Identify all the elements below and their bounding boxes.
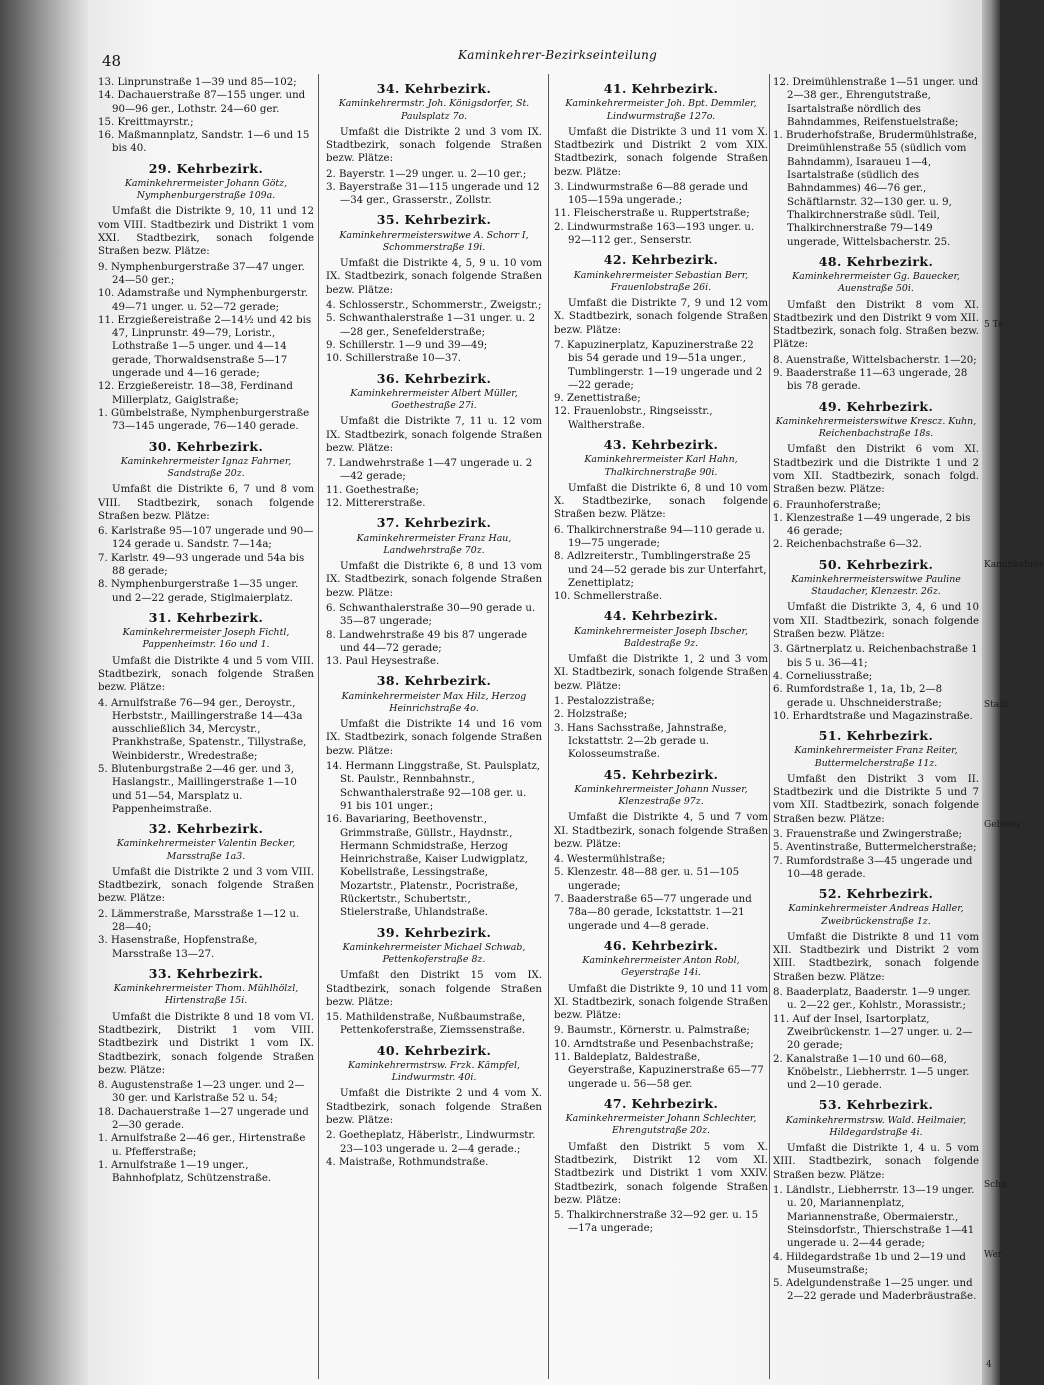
column-2 (326, 76, 542, 1175)
list-item: 10. Erhardtstraße und Magazinstraße. (773, 710, 973, 722)
district-heading: 36. Kehrbezirk. (376, 370, 492, 386)
list-item: 13. Paul Heysestraße. (326, 656, 440, 668)
district-master: Kaminkehrermeister Gg. Bauecker, Auenstraße 50i. (792, 271, 960, 295)
district-50 (773, 558, 979, 723)
list-item: 3. Lindwurmstraße 6—88 gerade und 105—159a ungerade.; (554, 181, 749, 207)
district-39 (326, 926, 542, 1038)
column-rule (318, 74, 319, 1379)
list-item: 16. Bavariaring, Beethovenstr., Grimmstraße, Güllstr., Haydnstr., Hermann Schmidstraße, Herzog Heinrichstraße, Kaiser Ludwigplatz, Kobellstraße, Lessingstraße, Mozartstr., Platenstr., Pocristraße, Rückertstr., Schubertstr., Stielerstraße, Uhlandstraße. (326, 814, 528, 919)
district-heading: 50. Kehrbezirk. (818, 556, 934, 572)
district-description: Umfaßt den Distrikt 8 vom XI. Stadtbezirk und den Distrikt 9 vom XII. Stadtbezirk, sonach folg. Straßen bezw. Plätze: (773, 299, 979, 351)
district-heading: 31. Kehrbezirk. (148, 609, 264, 625)
district-heading: 45. Kehrbezirk. (603, 766, 719, 782)
district-description: Umfaßt die Distrikte 9, 10 und 11 vom XI. Stadtbezirk, sonach folgende Straßen bezw. Plätze: (554, 983, 768, 1022)
list-item: 10. Arndtstraße und Pesenbachstraße; (554, 1038, 754, 1050)
column-rule (548, 74, 549, 1379)
list-item: 11. Goethestraße; (326, 484, 419, 496)
list-item: 5. Thalkirchnerstraße 32—92 ger. u. 15—17a ungerade; (554, 1210, 759, 1235)
list-item: 2. Goetheplatz, Häberlstr., Lindwurmstr. 23—103 ungerade u. 2—4 gerade.; (326, 1130, 536, 1155)
list-item: 4. Corneliusstraße; (773, 670, 873, 682)
column-1 (98, 76, 314, 1192)
district-master: Kaminkehrermeister Michael Schwab, Pettenkoferstraße 8z. (342, 941, 526, 966)
district-description: Umfaßt die Distrikte 9, 10, 11 und 12 vom VIII. Stadtbezirk und Distrikt 1 vom XXI. Stadtbezirk, sonach folgende Straßen bezw. Plätze: (98, 206, 314, 258)
list-item: 4. Arnulfstraße 76—94 ger., Deroystr., Herbststr., Maillingerstraße 14—43a ausschließlich 34, Mercystr., Prankhstraße, Spatenstr., Tillystraße, Weinbiderstr., Wredestraße; (98, 697, 307, 762)
list-item: 9. Zenettistraße; (554, 393, 641, 405)
column-rule (769, 74, 770, 1379)
district-53 (773, 1098, 979, 1303)
district-master: Kaminkehrermeister Karl Hahn, Thalkirchnerstraße 90i. (584, 454, 738, 478)
list-item: 7. Landwehrstraße 1—47 ungerade u. 2—42 gerade; (326, 458, 533, 483)
book-spine-shadow (0, 0, 88, 1385)
list-item: 8. Baaderplatz, Baaderstr. 1—9 unger. u. 2—22 ger., Kohlstr., Morassistr.; (773, 987, 971, 1012)
list-item: 3. Bayerstraße 31—115 ungerade und 12—34 ger., Grasserstr., Zollstr. (326, 181, 540, 207)
list-item: 6. Rumfordstraße 1, 1a, 1b, 2—8 gerade u. Uhschneiderstraße; (773, 684, 943, 709)
district-heading: 37. Kehrbezirk. (376, 515, 492, 531)
district-master: Kaminkehrermstrsw. Wald. Heilmaier, Hildegardstraße 4i. (785, 1114, 967, 1138)
district-description: Umfaßt die Distrikte 4, 5, 9 u. 10 vom IX. Stadtbezirk, sonach folgende Straßen bezw. Plätze: (326, 258, 542, 296)
district-heading: 30. Kehrbezirk. (148, 438, 264, 454)
list-item: 12. Erzgießereistr. 18—38, Ferdinand Millerplatz, Gaiglstraße; (98, 381, 293, 406)
edge-text-fragment: Kaminkehrer (984, 560, 1044, 570)
district-45 (554, 768, 768, 933)
district-41 (554, 82, 768, 247)
district-35 (326, 213, 542, 365)
district-description: Umfaßt die Distrikte 6, 7 und 8 vom VIII. Stadtbezirk, sonach folgende Straßen bezw. Plätze: (98, 484, 314, 522)
district-master: Kaminkehrermeister Anton Robl, Geyerstraße 14i. (582, 955, 740, 979)
list-item: 7. Baaderstraße 65—77 ungerade und 78a—80 gerade, Ickstattstr. 1—21 ungerade und 4—8 gerade. (554, 893, 752, 932)
district-description: Umfaßt die Distrikte 7, 9 und 12 vom X. Stadtbezirk, sonach folgende Straßen bezw. Plätze: (554, 298, 768, 336)
list-item: 4. Schlosserstr., Schommerstr., Zweigstr.; (326, 300, 542, 312)
district-description: Umfaßt die Distrikte 14 und 16 vom IX. Stadtbezirk, sonach folgende Straßen bezw. Plätze: (326, 719, 542, 757)
district-heading: 42. Kehrbezirk. (603, 252, 719, 268)
list-item: 1. Ländlstr., Liebherrstr. 13—19 unger. u. 20, Mariannenplatz, Mariannenstraße, Obermaierstr., Steinsdorfstr., Thierschstraße 1—41 ungerade u. 2—44 gerade; (773, 1185, 975, 1250)
district-master: Kaminkehrermeister Johann Nusser, Klenzestraße 97z. (574, 783, 748, 807)
district-heading: 47. Kehrbezirk. (603, 1095, 719, 1111)
district-heading: 53. Kehrbezirk. (818, 1097, 934, 1113)
district-master: Kaminkehrermeister Franz Reiter, Buttermelcherstraße 11z. (794, 745, 958, 769)
district-master: Kaminkehrermeister Johann Götz, Nymphenburgerstraße 109a. (124, 178, 288, 202)
list-item: 2. Lindwurmstraße 163—193 unger. u. 92—112 ger., Senserstr. (554, 221, 755, 247)
district-34 (326, 82, 542, 207)
district-heading: 51. Kehrbezirk. (818, 728, 934, 744)
list-item: 1. Arnulfstraße 2—46 ger., Hirtenstraße u. Pfefferstraße; (98, 1133, 306, 1158)
district-36 (326, 372, 542, 511)
district-43 (554, 438, 768, 603)
district-master: Kaminkehrermeister Andreas Haller, Zweibrückenstraße 1z. (788, 903, 964, 927)
district-31 (98, 611, 314, 816)
list-item: 6. Karlstraße 95—107 ungerade und 90—124 gerade u. Sandstr. 7—14a; (98, 526, 314, 551)
list-item: 4. Maistraße, Rothmundstraße. (326, 1156, 489, 1168)
district-heading: 34. Kehrbezirk. (376, 81, 492, 96)
list-item: 15. Kreittmayrstr.; (98, 116, 194, 128)
edge-text-fragment: 5 Te (984, 320, 1004, 330)
district-description: Umfaßt die Distrikte 4, 5 und 7 vom XI. Stadtbezirk, sonach folgende Straßen bezw. Plätze: (554, 812, 768, 850)
list-item: 5. Blutenburgstraße 2—46 ger. und 3, Haslangstr., Maillingerstraße 1—10 und 51—54, Marsplatz u. Pappenheimstraße. (98, 763, 297, 815)
list-item: 9. Nymphenburgerstraße 37—47 unger. 24—50 ger.; (98, 261, 305, 286)
district-33 (98, 967, 314, 1186)
district-51 (773, 729, 979, 881)
district-master: Kaminkehrermstrsw. Frzk. Kämpfel, Lindwurmstr. 40i. (348, 1060, 520, 1084)
list-item: 2. Reichenbachstraße 6—32. (773, 539, 922, 551)
district-heading: 33. Kehrbezirk. (148, 965, 264, 981)
district-40 (326, 1044, 542, 1169)
continuation-list (773, 76, 979, 249)
edge-text-fragment: 4 (986, 1360, 992, 1370)
list-item: 14. Dachauerstraße 87—155 unger. und 90—96 ger., Lothstr. 24—60 ger. (98, 90, 306, 115)
list-item: 12. Mittererstraße. (326, 498, 426, 510)
list-item: 5. Aventinstraße, Buttermelcherstraße; (773, 842, 977, 854)
district-heading: 35. Kehrbezirk. (376, 212, 492, 228)
list-item: 10. Schillerstraße 10—37. (326, 353, 462, 365)
list-item: 9. Schillerstr. 1—9 und 39—49; (326, 339, 488, 351)
list-item: 15. Mathildenstraße, Nußbaumstraße, Pettenkoferstraße, Ziemssenstraße. (326, 1012, 526, 1037)
list-item: 11. Baldeplatz, Baldestraße, Geyerstraße, Kapuzinerstraße 65—77 ungerade u. 56—58 ger. (554, 1052, 764, 1090)
district-master: Kaminkehrermeisterswitwe Pauline Staudacher, Klenzestr. 26z. (791, 574, 961, 598)
district-52 (773, 887, 979, 1092)
list-item: 1. Bruderhofstraße, Brudermühlstraße, Dreimühlenstraße 55 (südlich vom Bahndamm), Isaraueu 1—4, Isartalstraße (südlich des Bahndammes) 46—76 ger., Schäftlarnstr. 32—130 ger. u. 9, Thalkirchnerstraße südl. Teil, Thalkirchnerstraße 79—149 ungerade, Wittelsbacherstr. 25. (773, 130, 978, 248)
next-page-edge (982, 0, 1044, 1385)
district-master: Kaminkehrermeisterswitwe A. Schorr I, Schommerstraße 19i. (339, 229, 529, 253)
list-item: 14. Hermann Linggstraße, St. Paulsplatz, St. Paulstr., Rennbahnstr., Schwanthalerstraße 92—108 ger. u. 91 bis 101 unger.; (326, 761, 541, 812)
district-master: Kaminkehrermeister Franz Hau, Landwehrstraße 70z. (356, 532, 512, 556)
list-item: 4. Westermühlstraße; (554, 854, 666, 866)
list-item: 6. Fraunhoferstraße; (773, 499, 881, 511)
district-description: Umfaßt die Distrikte 6, 8 und 13 vom IX. Stadtbezirk, sonach folgende Straßen bezw. Plätze: (326, 561, 542, 599)
continuation-list (98, 76, 314, 156)
list-item: 7. Rumfordstraße 3—45 ungerade und 10—48 gerade. (773, 855, 973, 880)
list-item: 12. Dreimühlenstraße 1—51 unger. und 2—38 ger., Ehrengutstraße, Isartalstraße nördlich des Bahndammes, Reifenstuelstraße; (773, 77, 979, 128)
district-heading: 44. Kehrbezirk. (603, 608, 719, 624)
district-master: Kaminkehrermeister Joseph Ibscher, Baldestraße 9z. (574, 625, 748, 649)
list-item: 3. Hans Sachsstraße, Jahnstraße, Ickstattstr. 2—2b gerade u. Kolosseumstraße. (554, 722, 727, 761)
list-item: 1. Pestalozzistraße; (554, 696, 655, 708)
district-heading: 43. Kehrbezirk. (603, 437, 719, 453)
list-item: 8. Adlzreiterstr., Tumblingerstraße 25 und 24—52 gerade bis zur Unterfahrt, Zenettiplatz; (554, 551, 767, 589)
list-item: 11. Erzgießereistraße 2—14½ und 42 bis 47, Linprunstr. 49—79, Loristr., Lothstraße 1—5 unger. und 4—14 gerade, Thorwaldsenstraße 5—17 ungerade und 4—16 gerade; (98, 314, 312, 380)
district-master: Kaminkehrermeister Valentin Becker, Marsstraße 1a3. (116, 838, 296, 862)
district-heading: 52. Kehrbezirk. (818, 886, 934, 902)
district-description: Umfaßt die Distrikte 7, 11 u. 12 vom IX. Stadtbezirk, sonach folgende Straßen bezw. Plätze: (326, 416, 542, 454)
district-44 (554, 609, 768, 761)
list-item: 6. Schwanthalerstraße 30—90 gerade u. 35—87 ungerade; (326, 602, 536, 628)
edge-text-fragment: Stadt (984, 700, 1009, 710)
list-item: 12. Frauenlobstr., Ringseisstr., Waltherstraße. (554, 406, 713, 431)
list-item: 2. Kanalstraße 1—10 und 60—68, Knöbelstr., Liebherrstr. 1—5 unger. und 2—10 gerade. (773, 1053, 970, 1092)
district-description: Umfaßt die Distrikte 1, 4 u. 5 vom XIII. Stadtbezirk, sonach folgende Straßen bezw. Plätze: (773, 1143, 979, 1181)
district-heading: 32. Kehrbezirk. (148, 821, 264, 837)
district-master: Kaminkehrermeister Ignaz Fahrner, Sandstraße 20z. (120, 455, 292, 480)
district-heading: 39. Kehrbezirk. (376, 924, 492, 940)
district-heading: 49. Kehrbezirk. (818, 398, 934, 414)
list-item: 3. Gärtnerplatz u. Reichenbachstraße 1 bis 5 u. 36—41; (773, 644, 978, 669)
list-item: 11. Fleischerstraße u. Ruppertstraße; (554, 208, 750, 220)
list-item: 1. Klenzestraße 1—49 ungerade, 2 bis 46 gerade; (773, 512, 971, 538)
edge-text-fragment: Schu (984, 1180, 1007, 1190)
district-heading: 41. Kehrbezirk. (603, 81, 719, 96)
book-page (88, 0, 982, 1385)
district-description: Umfaßt die Distrikte 8 und 18 vom VI. Stadtbezirk, Distrikt 1 vom VIII. Stadtbezirk und Distrikt 1 vom IX. Stadtbezirk, sonach folgende Straßen bezw. Plätze: (98, 1011, 314, 1076)
edge-text-fragment: Gebietu (984, 820, 1020, 830)
district-48 (773, 255, 979, 394)
list-item: 18. Dachauerstraße 1—27 ungerade und 2—30 gerade. (98, 1106, 309, 1132)
column-3 (554, 76, 768, 1242)
list-item: 6. Thalkirchnerstraße 94—110 gerade u. 19—75 ungerade; (554, 524, 765, 549)
district-47 (554, 1097, 768, 1236)
district-description: Umfaßt den Distrikt 5 vom X. Stadtbezirk, Distrikt 12 vom XI. Stadtbezirk und Distrikt 1 vom XXIV. Stadtbezirk, sonach folgende Straßen bezw. Plätze: (554, 1141, 768, 1206)
district-32 (98, 822, 314, 961)
district-master: Kaminkehrermeisterswitwe Krescz. Kuhn, Reichenbachstraße 18s. (775, 415, 977, 440)
column-4 (773, 76, 979, 1310)
list-item: 1. Gümbelstraße, Nymphenburgerstraße 73—145 ungerade, 76—140 gerade. (98, 407, 310, 433)
district-description: Umfaßt die Distrikte 6, 8 und 10 vom X. Stadtbezirke, sonach folgende Straßen bezw. Plätze: (554, 482, 768, 521)
district-description: Umfaßt den Distrikt 6 vom XI. Stadtbezirk und die Distrikte 1 und 2 vom XII. Stadtbezirk, sonach folgd. Straßen bezw. Plätze: (773, 444, 979, 496)
district-heading: 40. Kehrbezirk. (376, 1042, 492, 1058)
district-49 (773, 400, 979, 552)
district-description: Umfaßt die Distrikte 2 und 3 vom VIII. Stadtbezirk, sonach folgende Straßen bezw. Plätze: (98, 866, 314, 905)
list-item: 10. Adamstraße und Nymphenburgerstr. 49—71 unger. u. 52—72 gerade; (98, 288, 308, 313)
district-description: Umfaßt die Distrikte 2 und 4 vom X. Stadtbezirk, sonach folgende Straßen bezw. Plätze: (326, 1088, 542, 1127)
list-item: 5. Adelgundenstraße 1—25 unger. und 2—22 gerade und Maderbräustraße. (773, 1278, 977, 1303)
district-heading: 46. Kehrbezirk. (603, 937, 719, 953)
district-46 (554, 939, 768, 1091)
district-master: Kaminkehrermeister Max Hilz, Herzog Heinrichstraße 4o. (341, 690, 527, 714)
running-head: Kaminkehrer-Bezirkseinteilung (458, 48, 658, 62)
list-item: 3. Hasenstraße, Hopfenstraße, Marsstraße 13—27. (98, 935, 258, 960)
list-item: 9. Baumstr., Körnerstr. u. Palmstraße; (554, 1025, 750, 1037)
list-item: 8. Augustenstraße 1—23 unger. und 2—30 ger. und Karlstraße 52 u. 54; (98, 1080, 305, 1105)
district-37 (326, 516, 542, 668)
district-heading: 48. Kehrbezirk. (818, 253, 934, 269)
list-item: 4. Hildegardstraße 1b und 2—19 und Museumstraße; (773, 1251, 966, 1276)
district-master: Kaminkehrermeister Albert Müller, Goethestraße 27i. (350, 387, 518, 412)
district-29 (98, 162, 314, 434)
district-master: Kaminkehrermeister Thom. Mühlhölzl, Hirtenstraße 15i. (113, 983, 299, 1007)
district-description: Umfaßt den Distrikt 3 vom II. Stadtbezirk und die Distrikte 5 und 7 vom XII. Stadtbezirk, sonach folgende Straßen bezw. Plätze: (773, 773, 979, 825)
district-master: Kaminkehrermeister Joseph Fichtl, Pappenheimstr. 16o und 1. (122, 627, 290, 651)
list-item: 2. Lämmerstraße, Marsstraße 1—12 u. 28—40; (98, 908, 300, 934)
list-item: 16. Maßmannplatz, Sandstr. 1—6 und 15 bis 40. (98, 130, 310, 155)
list-item: 8. Auenstraße, Wittelsbacherstr. 1—20; (773, 354, 977, 366)
district-description: Umfaßt die Distrikte 3 und 11 vom X. Stadtbezirk und Distrikt 2 vom XIX. Stadtbezirk, sonach folgende Straßen bezw. Plätze: (554, 126, 768, 178)
list-item: 2. Holzstraße; (554, 709, 628, 721)
district-description: Umfaßt den Distrikt 15 vom IX. Stadtbezirk, sonach folgende Straßen bezw. Plätze: (326, 970, 542, 1008)
list-item: 8. Landwehrstraße 49 bis 87 ungerade und 44—72 gerade; (326, 629, 528, 654)
district-description: Umfaßt die Distrikte 2 und 3 vom IX. Stadtbezirk, sonach folgende Straßen bezw. Plätze: (326, 126, 542, 165)
list-item: 7. Karlstr. 49—93 ungerade und 54a bis 88 gerade; (98, 552, 305, 578)
district-38 (326, 674, 542, 919)
district-description: Umfaßt die Distrikte 4 und 5 vom VIII. Stadtbezirk, sonach folgende Straßen bezw. Plätze: (98, 655, 314, 694)
list-item: 2. Bayerstr. 1—29 unger. u. 2—10 ger.; (326, 168, 527, 180)
list-item: 5. Schwanthalerstraße 1—31 unger. u. 2—28 ger., Senefelderstraße; (326, 313, 536, 338)
list-item: 7. Kapuzinerplatz, Kapuzinerstraße 22 bis 54 gerade und 19—51a unger., Tumblingerstr. 1—19 ungerade und 2—22 gerade; (554, 339, 763, 391)
district-42 (554, 253, 768, 432)
list-item: 5. Klenzestr. 48—88 ger. u. 51—105 ungerade; (554, 867, 740, 892)
district-description: Umfaßt die Distrikte 8 und 11 vom XII. Stadtbezirk und Distrikt 2 vom XIII. Stadtbezirk, sonach folgende Straßen bezw. Plätze: (773, 931, 979, 983)
list-item: 10. Schmellerstraße. (554, 591, 663, 603)
district-description: Umfaßt die Distrikte 1, 2 und 3 vom XI. Stadtbezirk, sonach folgende Straßen bezw. Plätze: (554, 654, 768, 692)
district-master: Kaminkehrermstr. Joh. Königsdorfer, St. Paulsplatz 7o. (338, 98, 530, 122)
district-30 (98, 440, 314, 605)
district-master: Kaminkehrermeister Sebastian Berr, Frauenlobstraße 26i. (573, 269, 749, 293)
district-description: Umfaßt die Distrikte 3, 4, 6 und 10 vom XII. Stadtbezirk, sonach folgende Straßen bezw. Plätze: (773, 602, 979, 641)
district-master: Kaminkehrermeister Johann Schlechter, Ehrengutstraße 20z. (565, 1113, 757, 1137)
district-heading: 38. Kehrbezirk. (376, 673, 492, 689)
list-item: 9. Baaderstraße 11—63 ungerade, 28 bis 78 gerade. (773, 368, 968, 393)
list-item: 8. Nymphenburgerstraße 1—35 unger. und 2—22 gerade, Stiglmaierplatz. (98, 579, 299, 604)
list-item: 1. Arnulfstraße 1—19 unger., Bahnhofplatz, Schützenstraße. (98, 1159, 272, 1185)
list-item: 11. Auf der Insel, Isartorplatz, Zweibrückenstr. 1—27 unger. u. 2—20 gerade; (773, 1013, 973, 1052)
list-item: 13. Linprunstraße 1—39 und 85—102; (98, 77, 297, 88)
page-number: 48 (102, 52, 122, 70)
district-heading: 29. Kehrbezirk. (148, 160, 264, 176)
list-item: 3. Frauenstraße und Zwingerstraße; (773, 828, 962, 840)
edge-text-fragment: Wer (984, 1250, 1003, 1260)
district-master: Kaminkehrermeister Joh. Bpt. Demmler, Lindwurmstraße 127o. (565, 98, 757, 122)
